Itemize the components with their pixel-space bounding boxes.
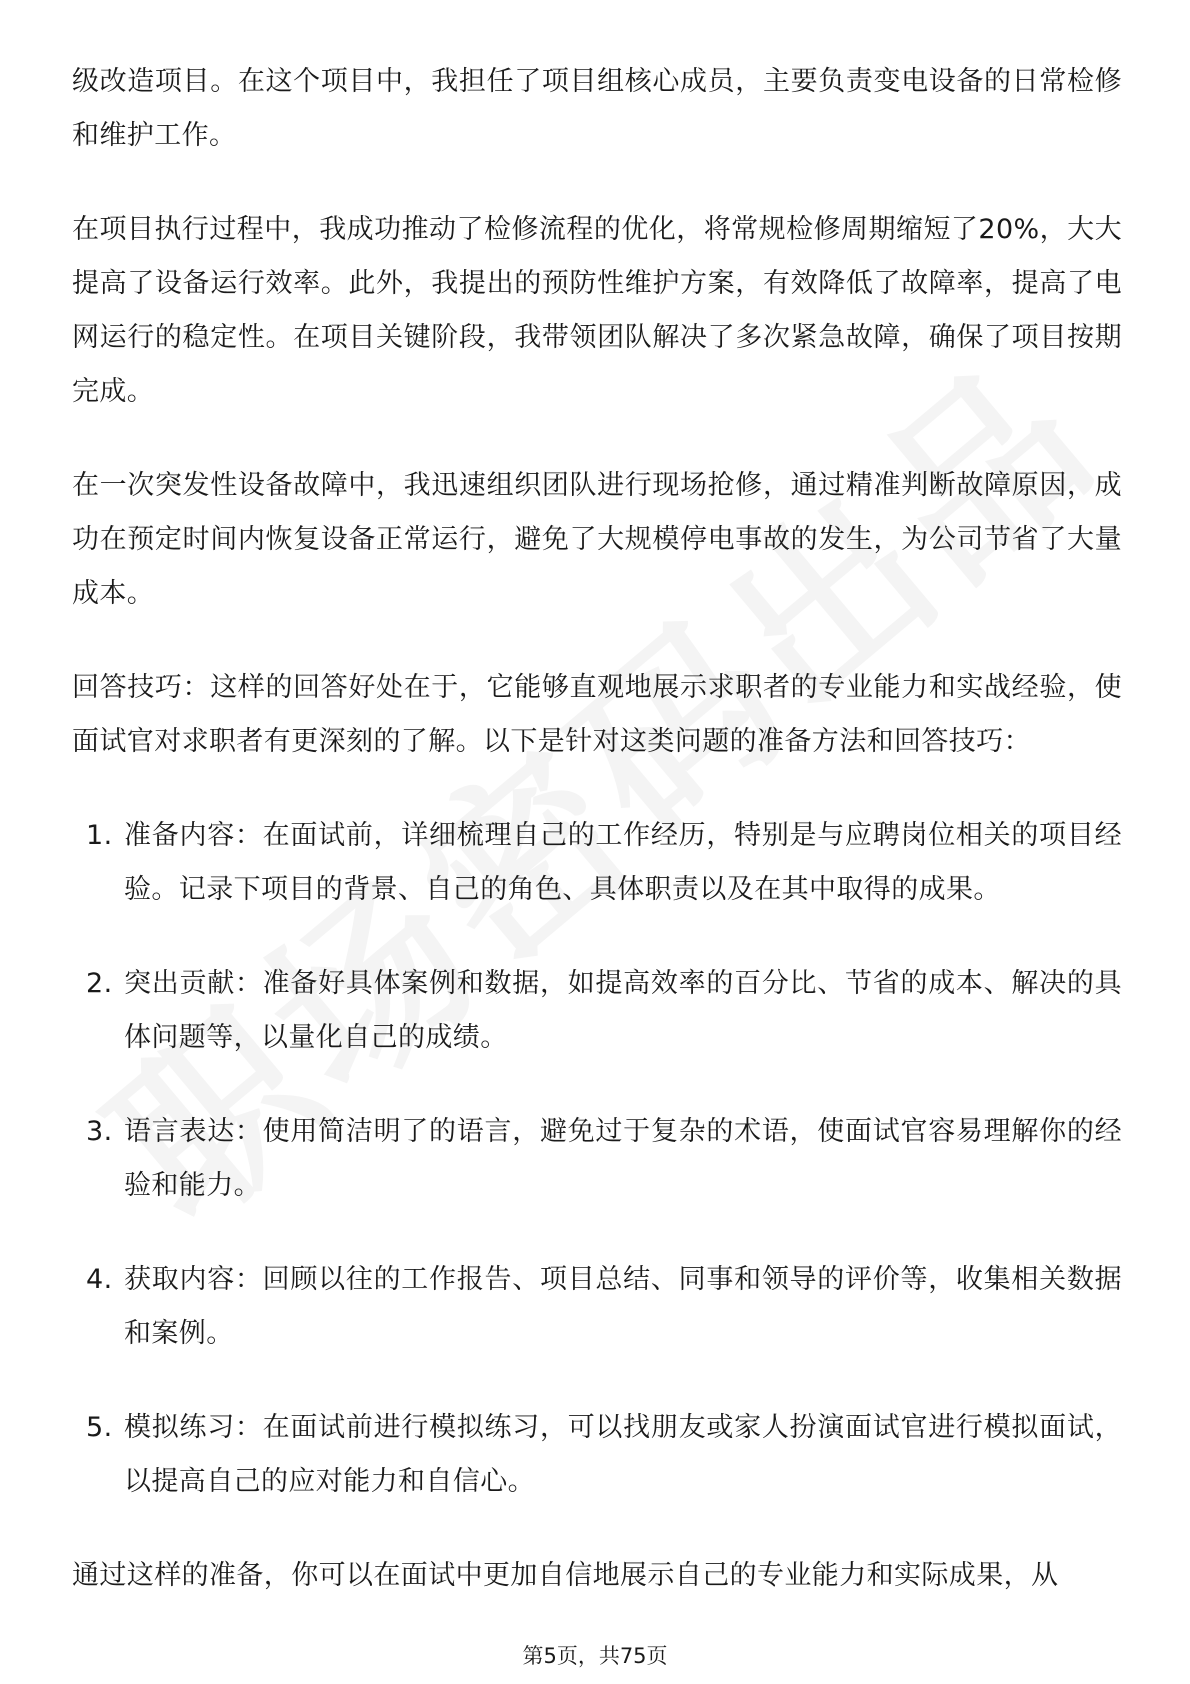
page-number: 第5页，共75页: [522, 1644, 668, 1668]
list-item: [72, 957, 1122, 1065]
list-item-number: 4.: [86, 1264, 113, 1295]
list-item-number: 5.: [86, 1412, 113, 1443]
list-item-text: 语言表达：使用简洁明了的语言，避免过于复杂的术语，使面试官容易理解你的经验和能力。: [124, 1116, 1122, 1201]
list-item-number: 3.: [86, 1116, 113, 1147]
document-body: [72, 55, 1122, 1603]
paragraph-closing: 通过这样的准备，你可以在面试中更加自信地展示自己的专业能力和实际成果，从: [72, 1560, 1059, 1591]
paragraph-answer-tips: 回答技巧：这样的回答好处在于，它能够直观地展示求职者的专业能力和实战经验，使面试官对求职者有更深刻的了解。以下是针对这类问题的准备方法和回答技巧：: [72, 672, 1122, 757]
list-item-text: 突出贡献：准备好具体案例和数据，如提高效率的百分比、节省的成本、解决的具体问题等，以量化自己的成绩。: [124, 968, 1122, 1053]
paragraph-project-results: 在项目执行过程中，我成功推动了检修流程的优化，将常规检修周期缩短了20%，大大提高了设备运行效率。此外，我提出的预防性维护方案，有效降低了故障率，提高了电网运行的稳定性。在项目关键阶段，我带领团队解决了多次紧急故障，确保了项目按期完成。: [72, 214, 1122, 407]
list-item-text: 获取内容：回顾以往的工作报告、项目总结、同事和领导的评价等，收集相关数据和案例。: [124, 1264, 1122, 1349]
list-item-number: 2.: [86, 968, 113, 999]
list-item: [72, 1105, 1122, 1213]
list-item-text: 准备内容：在面试前，详细梳理自己的工作经历，特别是与应聘岗位相关的项目经验。记录下项目的背景、自己的角色、具体职责以及在其中取得的成果。: [124, 820, 1122, 905]
paragraph-project-role: 级改造项目。在这个项目中，我担任了项目组核心成员，主要负责变电设备的日常检修和维护工作。: [72, 66, 1122, 151]
list-item: [72, 809, 1122, 917]
tips-list: [72, 809, 1122, 1509]
list-item-number: 1.: [86, 820, 113, 851]
page-footer: [0, 1640, 1190, 1670]
list-item: [72, 1401, 1122, 1509]
list-item-text: 模拟练习：在面试前进行模拟练习，可以找朋友或家人扮演面试官进行模拟面试，以提高自己的应对能力和自信心。: [124, 1412, 1122, 1497]
paragraph-emergency-repair: 在一次突发性设备故障中，我迅速组织团队进行现场抢修，通过精准判断故障原因，成功在预定时间内恢复设备正常运行，避免了大规模停电事故的发生，为公司节省了大量成本。: [72, 470, 1122, 609]
list-item: [72, 1253, 1122, 1361]
